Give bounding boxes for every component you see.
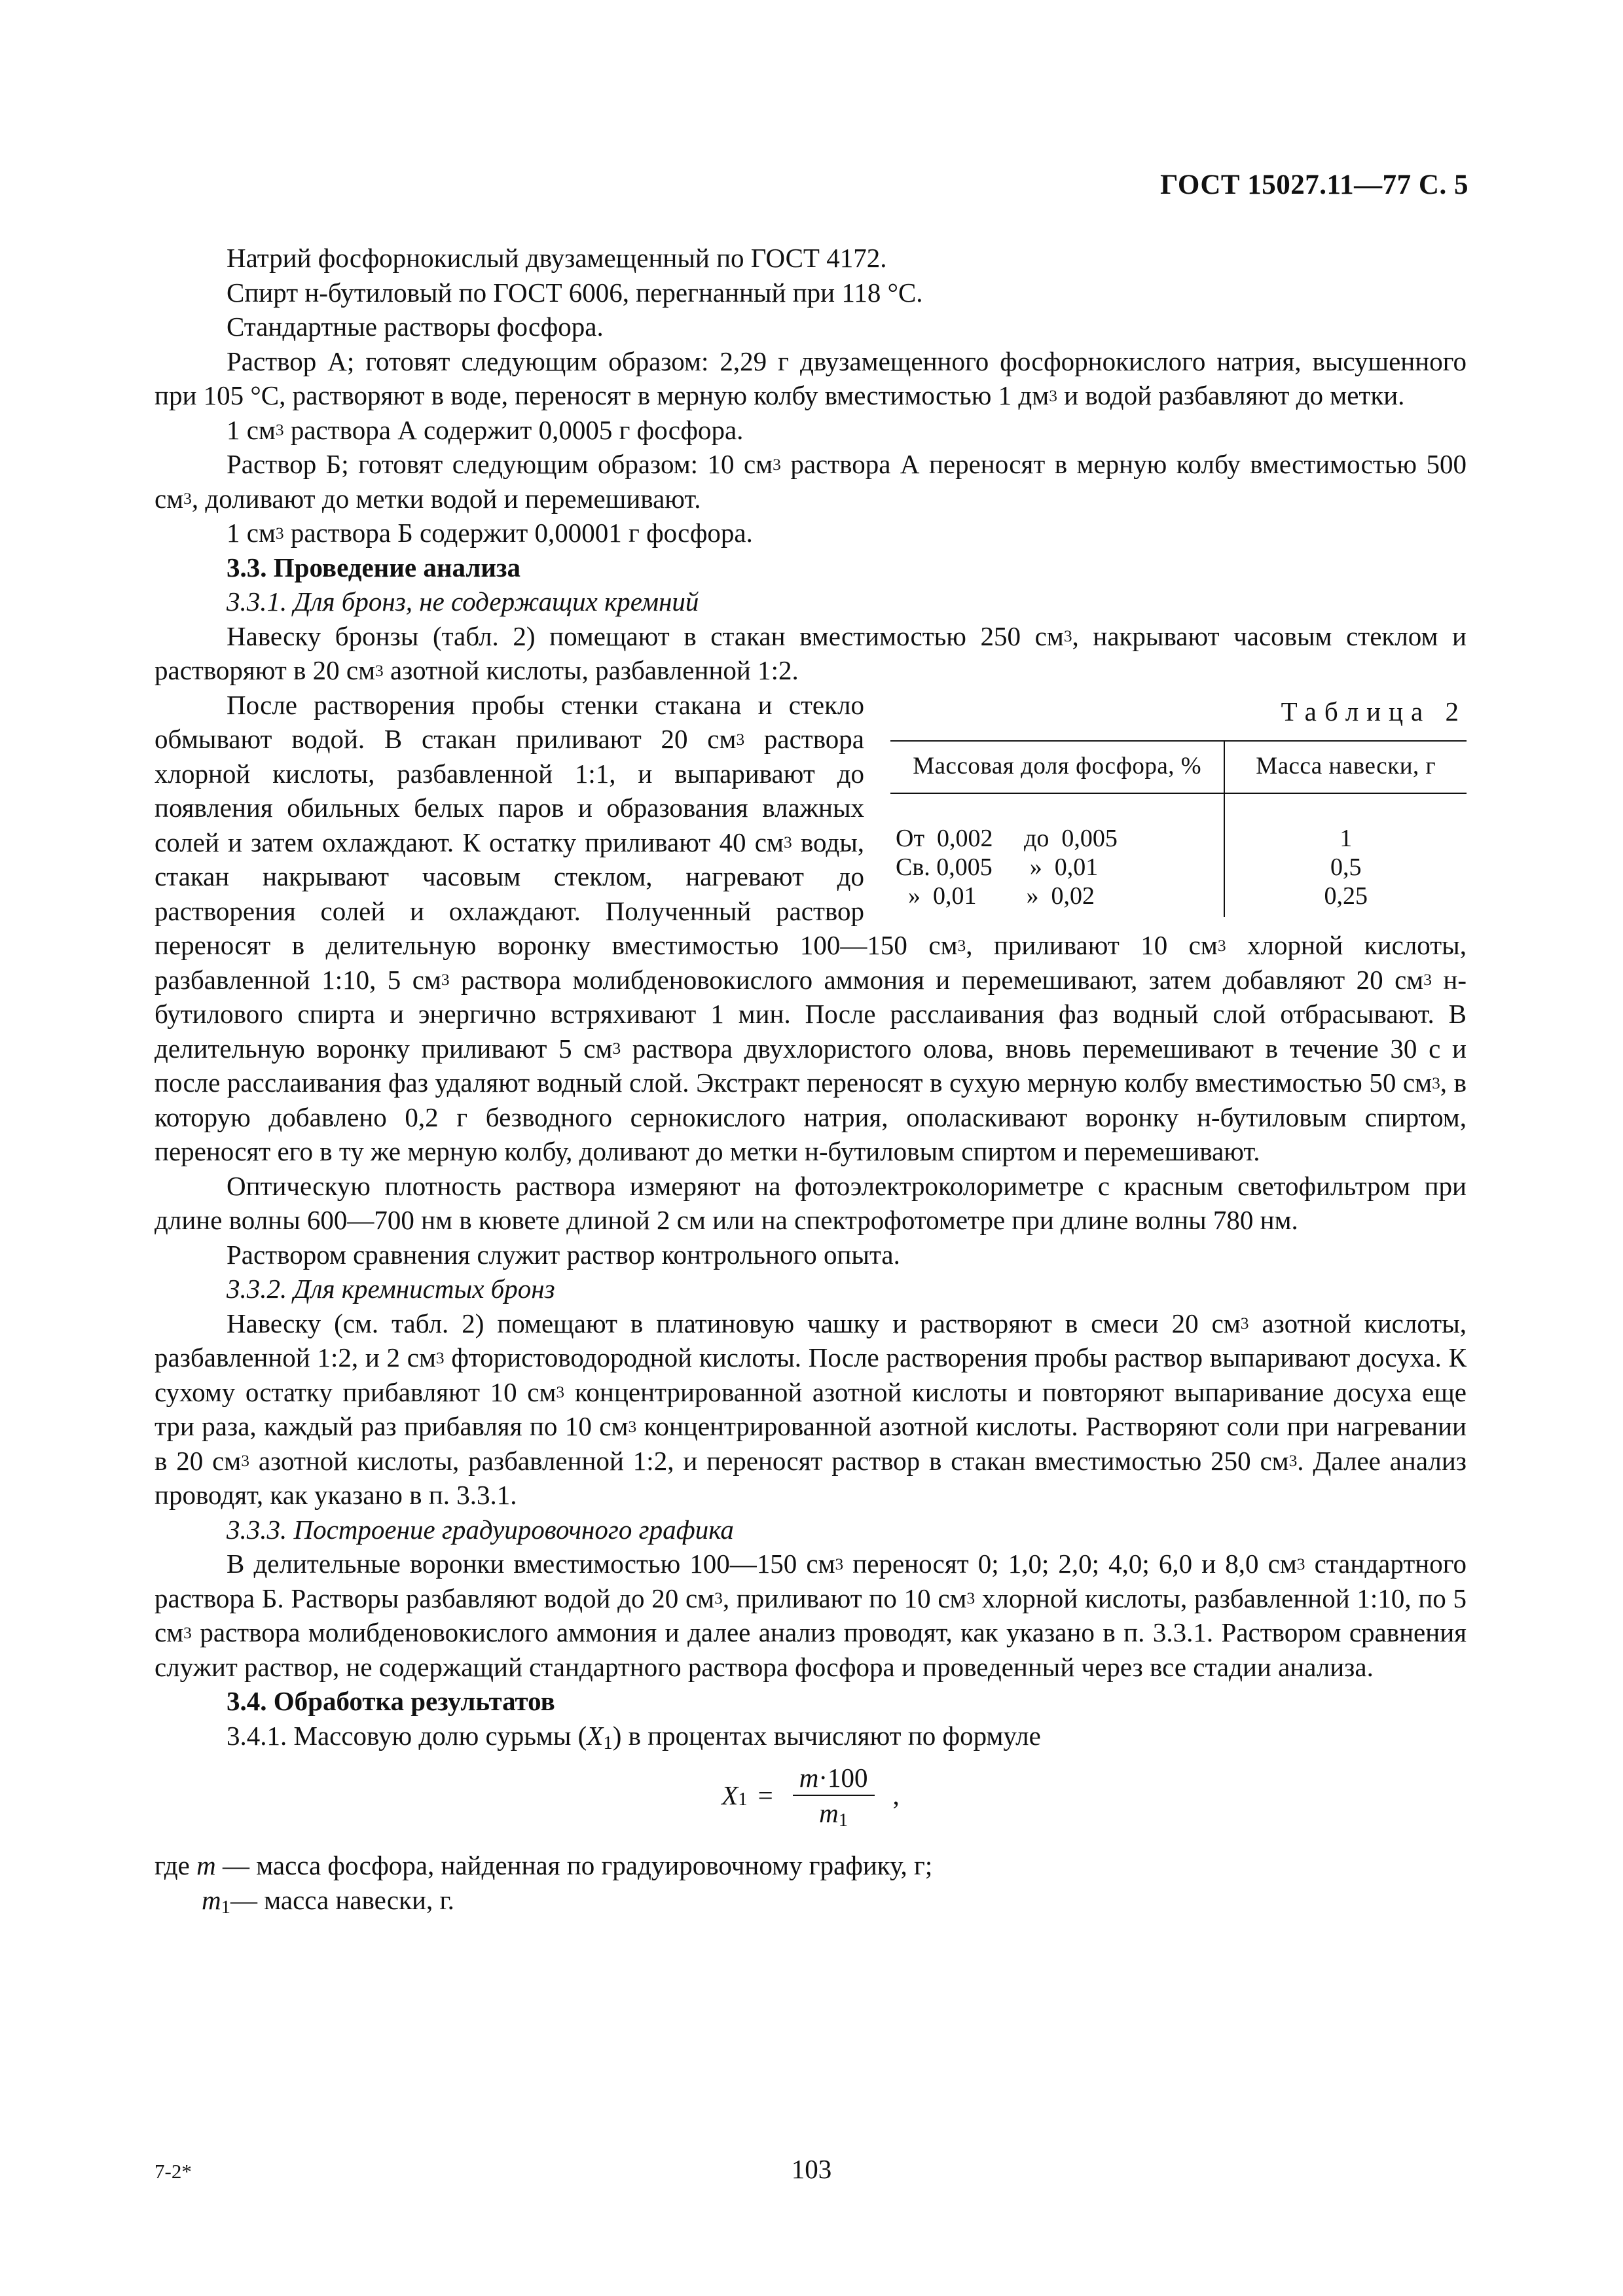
paragraph: Навеску бронзы (табл. 2) помещают в стакан вместимостью 250 $см^3$, накрывают часовым стеклом и растворяют в 20 $см^3$ азотной кислоты, разбавленной 1:2. (155, 620, 1467, 685)
paragraph: Стандартные растворы фосфора. (227, 312, 604, 342)
where-line: где m — масса фосфора, найденная по градуировочному графику, г; (155, 1850, 933, 1880)
table-row (890, 853, 1467, 882)
page-header: ГОСТ 15027.11—77 С. 5 (1160, 170, 1468, 200)
section-heading: 3.4. Обработка результатов (227, 1686, 555, 1716)
paragraph: Спирт н-бутиловый по ГОСТ 6006, перегнанный при 118 °С. (227, 277, 923, 308)
document-body (155, 241, 1467, 1917)
paragraph: 1 $см^3$ раствора Б содержит 0,00001 г фосфора. (227, 518, 753, 548)
formula-equals: = (757, 1780, 773, 1810)
paragraph: Натрий фосфорнокислый двузамещенный по ГОСТ 4172. (227, 243, 887, 273)
formula: X $_1$ = $\frac{m\cdot 100}{m_1}$ , (721, 1763, 900, 1831)
paragraph: 3.4.1. Массовую долю сурьмы $(X_1)$ в процентах вычисляют по формуле (227, 1720, 1041, 1753)
table-cell: 0,5 (1330, 853, 1362, 881)
table-cell: » 0,01 » 0,02 (890, 882, 1224, 917)
section-heading: 3.3. Проведение анализа (227, 552, 520, 583)
where-line: $m_1—$ масса навески, г. (202, 1884, 454, 1918)
subsection-heading: 3.3.2. Для кремнистых бронз (227, 1274, 555, 1304)
table-cell: 1 (1340, 824, 1353, 852)
paragraph: В делительные воронки вместимостью 100—150 $см^3$ переносят 0; 1,0; 2,0; 4,0; 6,0 и 8,0 $см^3$ стандартного раствора Б. Растворы разбавляют водой до 20 $см^3$, приливают по 10 $см^3$ хлорной кислоты, разбавленной 1:10, по 5 $см^3$ раствора молибденовокислого аммония и далее анализ проводят, как указано в п. 3.3.1. Раствором сравнения служит раствор, не содержащий стандартного раствора фосфора и проведенный через все стадии анализа. (155, 1549, 1467, 1682)
paragraph: Раствор А; готовят следующим образом: 2,29 г двузамещенного фосфорнокислого натрия, высушенного при 105 °С, растворяют в воде, переносят в мерную колбу вместимостью 1 $дм^3$ и водой разбавляют до метки. (155, 346, 1467, 410)
footer-signature-mark: 7-2* (155, 2160, 192, 2183)
table-cell: 0,25 (1324, 882, 1368, 910)
table-2 (890, 688, 1467, 917)
table-row (890, 882, 1467, 917)
page-number: 103 (791, 2154, 832, 2184)
paragraph: Раствор Б; готовят следующим образом: 10 $см^3$ раствора А переносят в мерную колбу вместимостью 500 $см^3$, доливают до метки водой и перемешивают. (155, 449, 1467, 514)
table-caption: Таблица 2 (1281, 696, 1467, 726)
paragraph: Раствором сравнения служит раствор контрольного опыта. (227, 1239, 900, 1270)
column-header: Масса навески, г (1224, 741, 1467, 793)
paragraph: Навеску (см. табл. 2) помещают в платиновую чашку и растворяют в смеси 20 $см^3$ азотной кислоты, разбавленной 1:2, и 2 $см^3$ фтористоводородной кислоты. После растворения пробы раствор выпаривают досуха. К сухому остатку прибавляют 10 $см^3$ концентрированной азотной кислоты и повторяют выпаривание досуха еще три раза, каждый раз прибавляя по 10 $см^3$ концентрированной азотной кислоты. Растворяют соли при нагревании в 20 $см^3$ азотной кислоты, разбавленной 1:2, и переносят раствор в стакан вместимостью 250 $см^3$. Далее анализ проводят, как указано в п. 3.3.1. (155, 1308, 1467, 1510)
paragraph: Оптическую плотность раствора измеряют на фотоэлектроколориметре с красным светофильтром при длине волны 600—700 нм в кювете длиной 2 см или на спектрофотометре при длине волны 780 нм. (155, 1170, 1467, 1235)
phosphorus-table (890, 740, 1467, 917)
table-row (890, 793, 1467, 853)
column-header: Массовая доля фосфора, % (890, 741, 1224, 793)
table-cell: Св. 0,005 » 0,01 (890, 853, 1224, 882)
formula-lhs: X (721, 1780, 739, 1810)
subsection-heading: 3.3.1. Для бронз, не содержащих кремний (227, 586, 699, 617)
subsection-heading: 3.3.3. Построение градуировочного графика (227, 1514, 734, 1545)
paragraph: 1 $см^3$ раствора А содержит 0,0005 г фосфора. (227, 414, 744, 445)
table-cell: От 0,002 до 0,005 (890, 793, 1224, 853)
formula-fraction: $\frac{m\cdot 100}{m_1}$ (793, 1763, 875, 1827)
paragraph: После растворения пробы стенки стакана и стекло обмывают водой. В стакан приливают 20 $см^3$ раствора хлорной кислоты, разбавленной 1:1, и выпаривают до появления обильных белых паров и образования влажных солей и затем охлаждают. К остатку приливают 40 $см^3$ воды, стакан накрывают часовым стеклом, нагревают до растворения солей и охлаждают. Полученный раствор переносят в делительную воронку вместимостью 100—150 $см^3$, приливают 10 $см^3$ хлорной кислоты, разбавленной 1:10, 5 $см^3$ раствора молибденовокислого аммония и перемешивают, затем добавляют 20 $см^3$ н-бутилового спирта и энергично встряхивают 1 мин. После расслаивания фаз водный слой отбрасывают. В делительную воронку приливают 5 $см^3$ раствора двухлористого олова, вновь перемешивают в течение 30 с и после расслаивания фаз удаляют водный слой. Экстракт переносят в сухую мерную колбу вместимостью 50 $см^3$, в которую добавлено 0,2 г безводного сернокислого натрия, ополаскивают воронку н-бутиловым спиртом, переносят его в ту же мерную колбу, доливают до метки н-бутиловым спиртом и перемешивают. (155, 689, 1467, 1166)
